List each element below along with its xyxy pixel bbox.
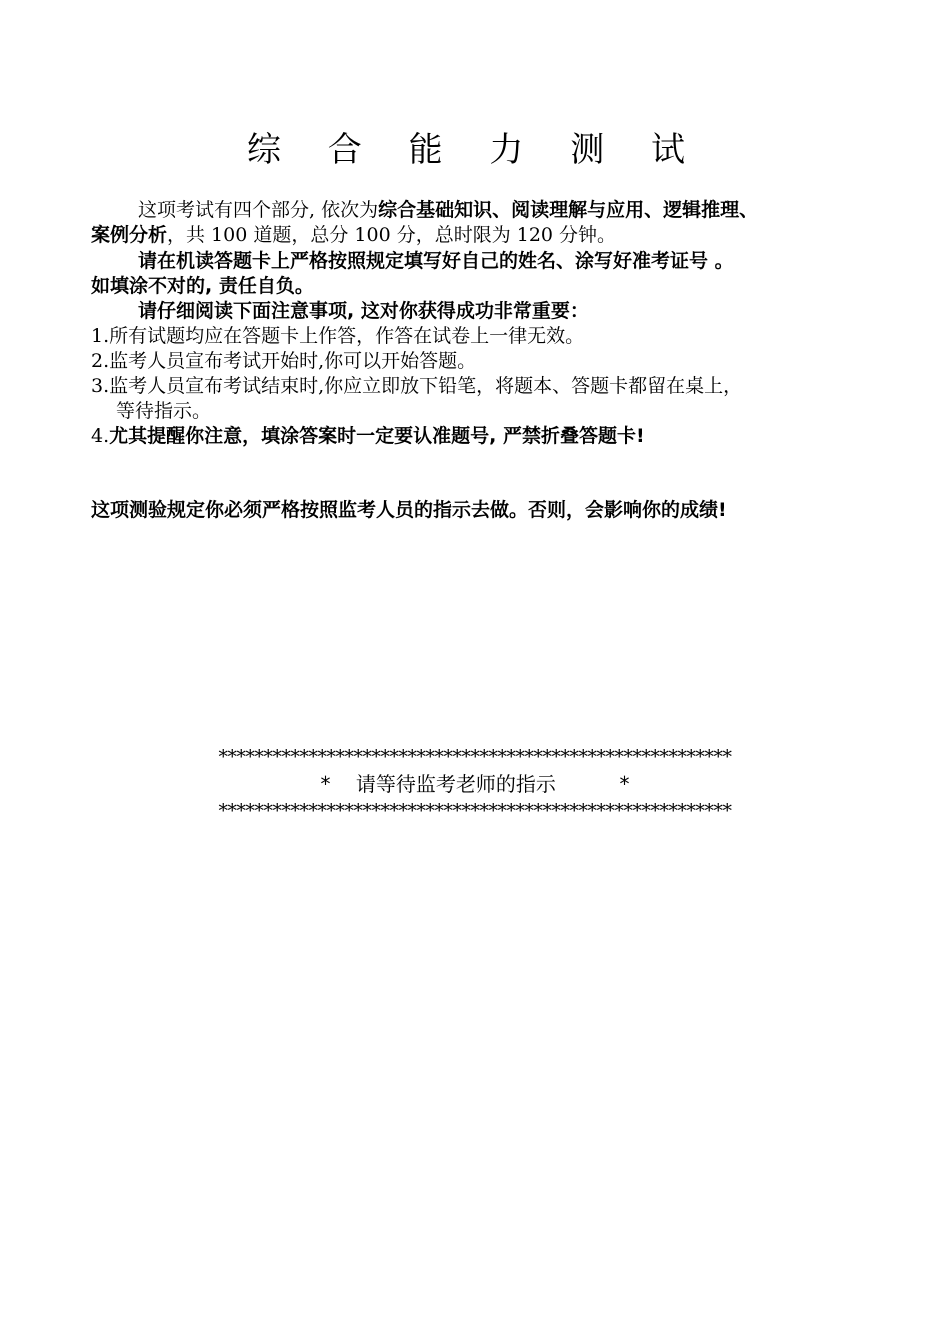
intro-section-last: 案例分析 <box>91 224 168 246</box>
intro-text: 这项考试有四个部分, 依次为 <box>138 199 379 221</box>
notice-item-4-text: 尤其提醒你注意，填涂答案时一定要认准题号, 严禁折叠答题卡! <box>109 425 645 447</box>
wait-instruction-box <box>0 745 950 823</box>
star-border-bottom: ********************************************************* <box>218 800 732 822</box>
notice-heading: 请仔细阅读下面注意事项, 这对你获得成功非常重要： <box>138 300 589 322</box>
notice-item-4 <box>91 424 881 449</box>
notice-item-4-number: 4. <box>91 425 110 447</box>
notice-item-3: 3.监考人员宣布考试结束时,你应立即放下铅笔，将题本、答题卡都留在桌上， <box>91 375 743 397</box>
notices <box>91 299 881 449</box>
intro-line-2 <box>91 223 881 248</box>
answer-sheet-instruction <box>91 249 881 299</box>
intro-summary: ，共 100 道题，总分 100 分，总时限为 120 分钟。 <box>167 224 617 246</box>
notice-item-1: 1.所有试题均应在答题卡上作答，作答在试卷上一律无效。 <box>91 325 585 347</box>
page-title: 综 合 能 力 测 试 <box>246 130 704 170</box>
instruction-line-1: 请在机读答题卡上严格按照规定填写好自己的姓名、涂写好准考证号 。 <box>138 250 734 272</box>
star-border-top: ********************************************************* <box>218 746 732 768</box>
intro-sections: 综合基础知识、阅读理解与应用、逻辑推理、 <box>378 199 759 221</box>
exam-intro <box>91 198 881 248</box>
notice-item-2: 2.监考人员宣布考试开始时,你可以开始答题。 <box>91 350 477 372</box>
wait-message: * 请等待监考老师的指示 * <box>320 772 630 796</box>
warning-statement: 这项测验规定你必须严格按照监考人员的指示去做。否则，会影响你的成绩! <box>91 499 727 521</box>
notice-item-3-continued: 等待指示。 <box>116 400 212 422</box>
intro-line-1 <box>91 198 881 223</box>
instruction-line-2: 如填涂不对的, 责任自负。 <box>91 275 314 297</box>
